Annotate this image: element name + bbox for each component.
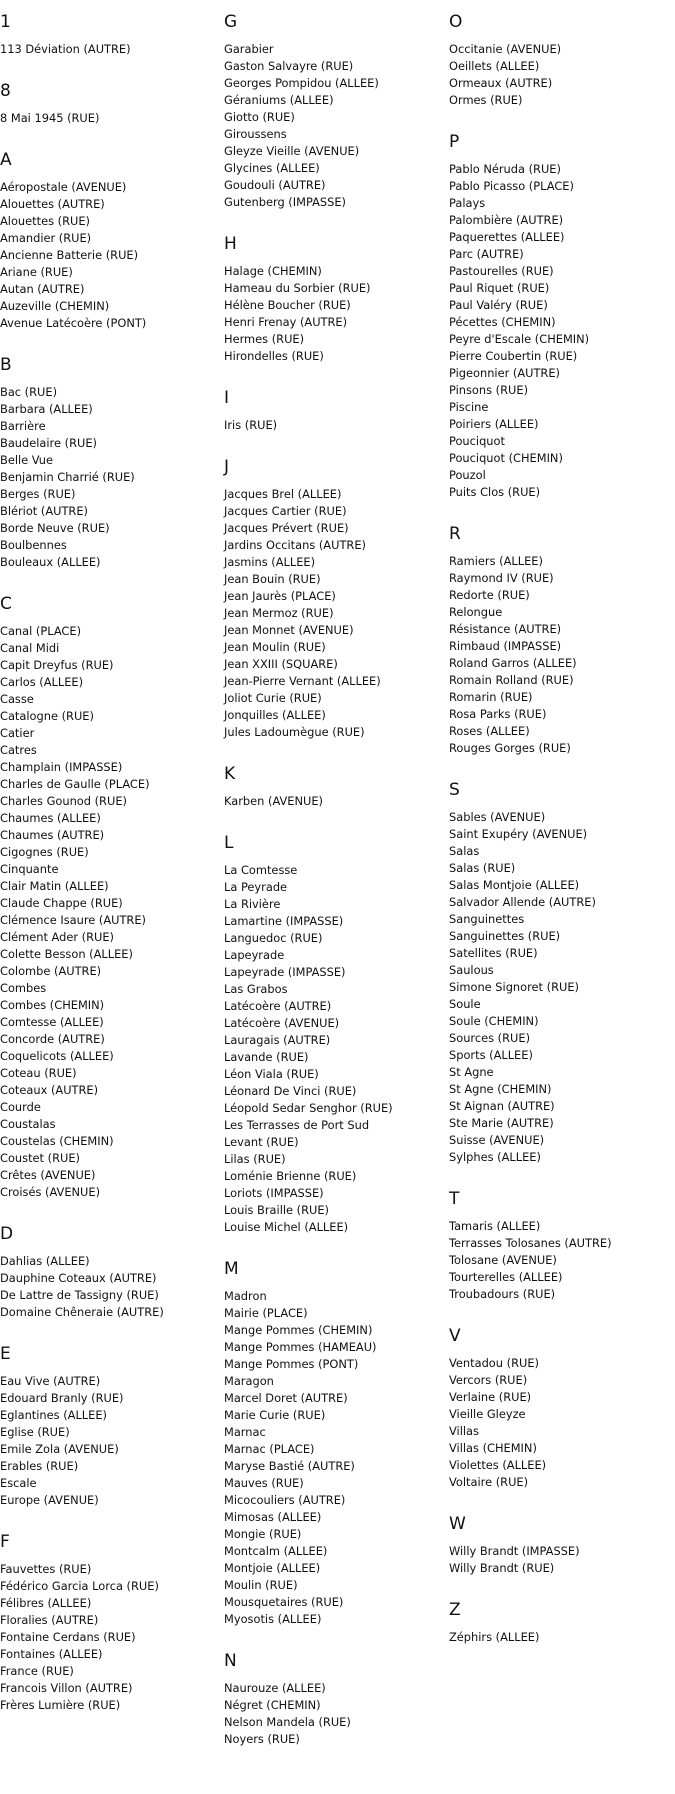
street-entry: Charles de Gaulle (PLACE): [0, 777, 150, 791]
street-entry: Sables (AVENUE): [449, 810, 546, 824]
street-entry: Sanguinettes: [449, 912, 525, 926]
street-entry: Catier: [0, 726, 35, 740]
street-entry: Jean Bouin (RUE): [224, 572, 321, 586]
street-entry: Lamartine (IMPASSE): [224, 914, 344, 928]
street-entry: Casse: [0, 692, 34, 706]
street-entry: Gleyze Vieille (AVENUE): [224, 144, 360, 158]
street-entry: Coteaux (AUTRE): [0, 1083, 99, 1097]
letter-section: [0, 594, 220, 1201]
street-entry: Jean XXIII (SQUARE): [224, 657, 338, 671]
street-entry: Jonquilles (ALLEE): [224, 708, 326, 722]
street-entry: Nelson Mandela (RUE): [224, 1715, 351, 1729]
street-entry: Giotto (RUE): [224, 110, 295, 124]
letter-heading: J: [224, 457, 230, 477]
street-entry: Gaston Salvayre (RUE): [224, 59, 354, 73]
street-entry: Palombière (AUTRE): [449, 213, 564, 227]
street-entry: Résistance (AUTRE): [449, 622, 562, 636]
street-entry: Borde Neuve (RUE): [0, 521, 110, 535]
street-entry: Rosa Parks (RUE): [449, 707, 547, 721]
letter-heading: S: [449, 780, 460, 800]
street-entry: Bouleaux (ALLEE): [0, 555, 101, 569]
street-entry: Pouciquot (CHEMIN): [449, 451, 563, 465]
street-entry: Latécoère (AUTRE): [224, 999, 332, 1013]
street-entry: Alouettes (AUTRE): [0, 197, 105, 211]
street-entry: Frères Lumière (RUE): [0, 1698, 121, 1712]
letter-heading: V: [449, 1326, 461, 1346]
street-entry: Comtesse (ALLEE): [0, 1015, 104, 1029]
letter-section: [224, 833, 444, 1236]
street-entry: Tamaris (ALLEE): [449, 1219, 541, 1233]
letter-section: [449, 12, 669, 109]
street-entry: St Agne (CHEMIN): [449, 1082, 552, 1096]
street-entry: Pastourelles (RUE): [449, 264, 554, 278]
street-entry: Jean Moulin (RUE): [224, 640, 326, 654]
street-entry: Charles Gounod (RUE): [0, 794, 127, 808]
street-entry: Félibres (ALLEE): [0, 1596, 92, 1610]
street-entry: Ancienne Batterie (RUE): [0, 248, 139, 262]
street-entry: Giroussens: [224, 127, 287, 141]
street-entry: St Agne: [449, 1065, 494, 1079]
street-entry: Jean Jaurès (PLACE): [224, 589, 336, 603]
street-index-column-3: [449, 12, 669, 1669]
street-entry: Verlaine (RUE): [449, 1390, 532, 1404]
street-entry: Salas (RUE): [449, 861, 516, 875]
street-entry: Clémence Isaure (AUTRE): [0, 913, 146, 927]
street-entry: Dauphine Coteaux (AUTRE): [0, 1271, 157, 1285]
street-entry: Lapeyrade: [224, 948, 285, 962]
street-entry: Mange Pommes (HAMEAU): [224, 1340, 377, 1354]
letter-section: [224, 388, 444, 434]
street-entry: Edouard Branly (RUE): [0, 1391, 124, 1405]
street-entry: Claude Chappe (RUE): [0, 896, 123, 910]
street-entry: Garabier: [224, 42, 274, 56]
street-entry: Jules Ladoumègue (RUE): [224, 725, 365, 739]
street-entry: Auzeville (CHEMIN): [0, 299, 110, 313]
letter-heading: 1: [0, 12, 11, 32]
letter-section: [0, 12, 220, 58]
street-entry: Ramiers (ALLEE): [449, 554, 543, 568]
street-entry: Domaine Chêneraie (AUTRE): [0, 1305, 164, 1319]
street-entry: Soule (CHEMIN): [449, 1014, 539, 1028]
street-entry: Georges Pompidou (ALLEE): [224, 76, 379, 90]
street-entry: Joliot Curie (RUE): [224, 691, 322, 705]
street-entry: Emile Zola (AVENUE): [0, 1442, 119, 1456]
letter-heading: L: [224, 833, 234, 853]
street-entry: Fédérico Garcia Lorca (RUE): [0, 1579, 159, 1593]
street-entry: 8 Mai 1945 (RUE): [0, 111, 100, 125]
street-entry: Erables (RUE): [0, 1459, 79, 1473]
street-entry: Roses (ALLEE): [449, 724, 530, 738]
street-entry: Levant (RUE): [224, 1135, 299, 1149]
street-entry: Europe (AVENUE): [0, 1493, 99, 1507]
letter-heading: N: [224, 1651, 237, 1671]
street-entry: Raymond IV (RUE): [449, 571, 554, 585]
street-entry: Boulbennes: [0, 538, 67, 552]
letter-section: [449, 1600, 669, 1646]
street-entry: Ormes (RUE): [449, 93, 523, 107]
street-entry: Willy Brandt (IMPASSE): [449, 1544, 580, 1558]
street-entry: Combes (CHEMIN): [0, 998, 105, 1012]
street-entry: Paul Valéry (RUE): [449, 298, 548, 312]
street-entry: Hirondelles (RUE): [224, 349, 324, 363]
street-entry: Canal Midi: [0, 641, 60, 655]
street-entry: Lavande (RUE): [224, 1050, 309, 1064]
street-entry: Roland Garros (ALLEE): [449, 656, 577, 670]
street-entry: Tolosane (AVENUE): [449, 1253, 557, 1267]
street-entry: Louis Braille (RUE): [224, 1203, 329, 1217]
street-entry: Catalogne (RUE): [0, 709, 94, 723]
letter-heading: I: [224, 388, 230, 408]
street-entry: Chaumes (AUTRE): [0, 828, 105, 842]
street-entry: Louise Michel (ALLEE): [224, 1220, 349, 1234]
street-entry: Latécoère (AVENUE): [224, 1016, 340, 1030]
street-entry: Coteau (RUE): [0, 1066, 77, 1080]
street-entry: Clair Matin (ALLEE): [0, 879, 109, 893]
street-entry: Saulous: [449, 963, 494, 977]
street-entry: Oeillets (ALLEE): [449, 59, 540, 73]
street-entry: Coquelicots (ALLEE): [0, 1049, 114, 1063]
street-entry: Willy Brandt (RUE): [449, 1561, 555, 1575]
street-entry: Romarin (RUE): [449, 690, 533, 704]
street-entry: Satellites (RUE): [449, 946, 538, 960]
street-entry: Fontaine Cerdans (RUE): [0, 1630, 136, 1644]
letter-heading: P: [449, 132, 460, 152]
letter-section: [0, 355, 220, 571]
street-entry: Marnac: [224, 1425, 266, 1439]
street-entry: Benjamin Charrié (RUE): [0, 470, 135, 484]
street-entry: Myosotis (ALLEE): [224, 1612, 322, 1626]
letter-heading: F: [0, 1532, 10, 1552]
street-entry: Naurouze (ALLEE): [224, 1681, 326, 1695]
street-entry: Cinquante: [0, 862, 59, 876]
street-entry: Les Terrasses de Port Sud: [224, 1118, 370, 1132]
street-entry: Montjoie (ALLEE): [224, 1561, 321, 1575]
street-entry: Pierre Coubertin (RUE): [449, 349, 578, 363]
letter-section: [449, 524, 669, 757]
street-entry: La Peyrade: [224, 880, 288, 894]
letter-heading: T: [449, 1189, 460, 1209]
street-entry: Glycines (ALLEE): [224, 161, 320, 175]
street-entry: Lauragais (AUTRE): [224, 1033, 331, 1047]
street-entry: Amandier (RUE): [0, 231, 92, 245]
street-entry: Violettes (ALLEE): [449, 1458, 547, 1472]
street-entry: Hermes (RUE): [224, 332, 305, 346]
street-entry: Colombe (AUTRE): [0, 964, 102, 978]
street-entry: Baudelaire (RUE): [0, 436, 97, 450]
street-entry: Occitanie (AVENUE): [449, 42, 562, 56]
street-entry: Redorte (RUE): [449, 588, 530, 602]
street-entry: Paul Riquet (RUE): [449, 281, 550, 295]
street-entry: Ste Marie (AUTRE): [449, 1116, 554, 1130]
street-entry: Vercors (RUE): [449, 1373, 528, 1387]
street-entry: Poiriers (ALLEE): [449, 417, 539, 431]
street-entry: Pigeonnier (AUTRE): [449, 366, 560, 380]
street-entry: Maragon: [224, 1374, 274, 1388]
street-entry: Fontaines (ALLEE): [0, 1647, 103, 1661]
street-entry: Palays: [449, 196, 486, 210]
street-entry: Croisés (AVENUE): [0, 1185, 101, 1199]
street-entry: Marnac (PLACE): [224, 1442, 315, 1456]
street-entry: Clément Ader (RUE): [0, 930, 115, 944]
street-entry: Sanguinettes (RUE): [449, 929, 561, 943]
street-entry: La Rivière: [224, 897, 281, 911]
street-entry: Rouges Gorges (RUE): [449, 741, 571, 755]
street-entry: Vieille Gleyze: [449, 1407, 526, 1421]
letter-section: [224, 12, 444, 211]
letter-heading: M: [224, 1259, 239, 1279]
street-entry: Sylphes (ALLEE): [449, 1150, 541, 1164]
street-entry: Avenue Latécoère (PONT): [0, 316, 147, 330]
street-entry: Salas: [449, 844, 480, 858]
street-entry: Blériot (AUTRE): [0, 504, 88, 518]
street-entry: Carlos (ALLEE): [0, 675, 84, 689]
street-entry: Puits Clos (RUE): [449, 485, 541, 499]
street-entry: Rimbaud (IMPASSE): [449, 639, 562, 653]
street-entry: Villas: [449, 1424, 479, 1438]
letter-section: [0, 1344, 220, 1509]
street-entry: Coustet (RUE): [0, 1151, 80, 1165]
letter-heading: B: [0, 355, 12, 375]
street-entry: Jean Monnet (AVENUE): [224, 623, 354, 637]
street-entry: Pablo Picasso (PLACE): [449, 179, 574, 193]
street-entry: Mousquetaires (RUE): [224, 1595, 344, 1609]
street-entry: Capit Dreyfus (RUE): [0, 658, 114, 672]
street-entry: Barrière: [0, 419, 46, 433]
letter-section: [0, 150, 220, 332]
street-entry: Mange Pommes (CHEMIN): [224, 1323, 373, 1337]
street-entry: Loriots (IMPASSE): [224, 1186, 324, 1200]
street-entry: Maryse Bastié (AUTRE): [224, 1459, 355, 1473]
street-entry: Villas (CHEMIN): [449, 1441, 537, 1455]
street-entry: Saint Exupéry (AVENUE): [449, 827, 588, 841]
street-entry: Pouciquot: [449, 434, 505, 448]
street-entry: 113 Déviation (AUTRE): [0, 42, 131, 56]
street-entry: Moulin (RUE): [224, 1578, 298, 1592]
street-entry: Canal (PLACE): [0, 624, 82, 638]
street-entry: Colette Besson (ALLEE): [0, 947, 133, 961]
street-entry: Crêtes (AVENUE): [0, 1168, 96, 1182]
street-entry: Salas Montjoie (ALLEE): [449, 878, 580, 892]
street-entry: Sports (ALLEE): [449, 1048, 533, 1062]
street-entry: Ventadou (RUE): [449, 1356, 539, 1370]
street-entry: Sources (RUE): [449, 1031, 531, 1045]
street-entry: St Aignan (AUTRE): [449, 1099, 555, 1113]
street-entry: De Lattre de Tassigny (RUE): [0, 1288, 159, 1302]
street-entry: Pécettes (CHEMIN): [449, 315, 556, 329]
street-entry: Loménie Brienne (RUE): [224, 1169, 357, 1183]
street-entry: Mange Pommes (PONT): [224, 1357, 359, 1371]
street-entry: Hélène Boucher (RUE): [224, 298, 351, 312]
street-entry: Lilas (RUE): [224, 1152, 286, 1166]
letter-section: [0, 1224, 220, 1321]
street-entry: Piscine: [449, 400, 489, 414]
street-index-column-1: [0, 12, 220, 1737]
street-entry: Berges (RUE): [0, 487, 76, 501]
street-entry: Eau Vive (AUTRE): [0, 1374, 101, 1388]
street-entry: Léopold Sedar Senghor (RUE): [224, 1101, 393, 1115]
letter-heading: C: [0, 594, 12, 614]
street-entry: Montcalm (ALLEE): [224, 1544, 328, 1558]
street-entry: Ariane (RUE): [0, 265, 73, 279]
street-entry: Relongue: [449, 605, 503, 619]
street-entry: Bac (RUE): [0, 385, 58, 399]
street-entry: Catres: [0, 743, 37, 757]
street-entry: Jean-Pierre Vernant (ALLEE): [224, 674, 381, 688]
street-entry: Jacques Prévert (RUE): [224, 521, 349, 535]
street-entry: Léon Viala (RUE): [224, 1067, 319, 1081]
street-entry: Gutenberg (IMPASSE): [224, 195, 346, 209]
letter-section: [449, 132, 669, 501]
street-entry: La Comtesse: [224, 863, 298, 877]
letter-section: [449, 1326, 669, 1491]
street-entry: Ormeaux (AUTRE): [449, 76, 553, 90]
letter-section: [224, 1651, 444, 1748]
street-entry: Mauves (RUE): [224, 1476, 304, 1490]
street-entry: Coustalas: [0, 1117, 56, 1131]
letter-heading: O: [449, 12, 463, 32]
letter-section: [224, 764, 444, 810]
letter-heading: W: [449, 1514, 466, 1534]
letter-section: [449, 1514, 669, 1577]
street-entry: Autan (AUTRE): [0, 282, 85, 296]
street-entry: Chaumes (ALLEE): [0, 811, 101, 825]
street-entry: Mongie (RUE): [224, 1527, 302, 1541]
street-entry: Floralies (AUTRE): [0, 1613, 99, 1627]
street-entry: Troubadours (RUE): [449, 1287, 556, 1301]
street-entry: Goudouli (AUTRE): [224, 178, 326, 192]
street-entry: Simone Signoret (RUE): [449, 980, 579, 994]
street-entry: Marie Curie (RUE): [224, 1408, 326, 1422]
letter-section: [449, 780, 669, 1166]
street-entry: Halage (CHEMIN): [224, 264, 322, 278]
letter-heading: K: [224, 764, 236, 784]
letter-section: [0, 81, 220, 127]
street-entry: Barbara (ALLEE): [0, 402, 93, 416]
street-entry: Pablo Néruda (RUE): [449, 162, 561, 176]
street-entry: Noyers (RUE): [224, 1732, 300, 1746]
letter-heading: G: [224, 12, 238, 32]
street-entry: Eglantines (ALLEE): [0, 1408, 107, 1422]
street-entry: Aéropostale (AVENUE): [0, 180, 127, 194]
street-entry: Jasmins (ALLEE): [224, 555, 316, 569]
street-entry: Combes: [0, 981, 47, 995]
street-entry: France (RUE): [0, 1664, 74, 1678]
street-entry: Jacques Brel (ALLEE): [224, 487, 342, 501]
street-entry: Léonard De Vinci (RUE): [224, 1084, 357, 1098]
street-entry: Jacques Cartier (RUE): [224, 504, 347, 518]
street-entry: Courde: [0, 1100, 41, 1114]
letter-section: [224, 457, 444, 741]
street-entry: Négret (CHEMIN): [224, 1698, 321, 1712]
street-entry: Escale: [0, 1476, 37, 1490]
letter-section: [224, 234, 444, 365]
letter-section: [449, 1189, 669, 1303]
street-entry: Henri Frenay (AUTRE): [224, 315, 348, 329]
street-entry: Las Grabos: [224, 982, 288, 996]
street-entry: Lapeyrade (IMPASSE): [224, 965, 346, 979]
letter-heading: R: [449, 524, 461, 544]
street-entry: Hameau du Sorbier (RUE): [224, 281, 371, 295]
letter-section: [224, 1259, 444, 1628]
letter-section: [0, 1532, 220, 1714]
street-entry: Mairie (PLACE): [224, 1306, 308, 1320]
letter-heading: Z: [449, 1600, 461, 1620]
letter-heading: E: [0, 1344, 11, 1364]
street-entry: Cigognes (RUE): [0, 845, 89, 859]
street-entry: Soule: [449, 997, 481, 1011]
street-entry: Karben (AVENUE): [224, 794, 324, 808]
street-entry: Géraniums (ALLEE): [224, 93, 334, 107]
street-index-column-2: [224, 12, 444, 1771]
street-entry: Languedoc (RUE): [224, 931, 323, 945]
street-entry: Marcel Doret (AUTRE): [224, 1391, 348, 1405]
street-entry: Jardins Occitans (AUTRE): [224, 538, 366, 552]
street-entry: Coustelas (CHEMIN): [0, 1134, 114, 1148]
letter-heading: A: [0, 150, 12, 170]
street-entry: Belle Vue: [0, 453, 54, 467]
street-entry: Alouettes (RUE): [0, 214, 90, 228]
street-entry: Parc (AUTRE): [449, 247, 524, 261]
street-entry: Jean Mermoz (RUE): [224, 606, 334, 620]
street-entry: Fauvettes (RUE): [0, 1562, 92, 1576]
street-entry: Dahlias (ALLEE): [0, 1254, 90, 1268]
street-entry: Concorde (AUTRE): [0, 1032, 105, 1046]
street-entry: Terrasses Tolosanes (AUTRE): [449, 1236, 612, 1250]
street-entry: Micocouliers (AUTRE): [224, 1493, 346, 1507]
street-entry: Champlain (IMPASSE): [0, 760, 123, 774]
street-entry: Peyre d'Escale (CHEMIN): [449, 332, 590, 346]
street-entry: Romain Rolland (RUE): [449, 673, 574, 687]
street-entry: Madron: [224, 1289, 267, 1303]
street-entry: Iris (RUE): [224, 418, 278, 432]
letter-heading: 8: [0, 81, 11, 101]
street-entry: Pinsons (RUE): [449, 383, 529, 397]
street-entry: Eglise (RUE): [0, 1425, 70, 1439]
street-entry: Paquerettes (ALLEE): [449, 230, 565, 244]
street-entry: Mimosas (ALLEE): [224, 1510, 322, 1524]
street-entry: Salvador Allende (AUTRE): [449, 895, 596, 909]
street-entry: Francois Villon (AUTRE): [0, 1681, 133, 1695]
letter-heading: H: [224, 234, 237, 254]
street-entry: Suisse (AVENUE): [449, 1133, 545, 1147]
letter-heading: D: [0, 1224, 14, 1244]
street-entry: Pouzol: [449, 468, 486, 482]
street-entry: Tourterelles (ALLEE): [449, 1270, 563, 1284]
street-entry: Voltaire (RUE): [449, 1475, 529, 1489]
street-entry: Zéphirs (ALLEE): [449, 1630, 540, 1644]
